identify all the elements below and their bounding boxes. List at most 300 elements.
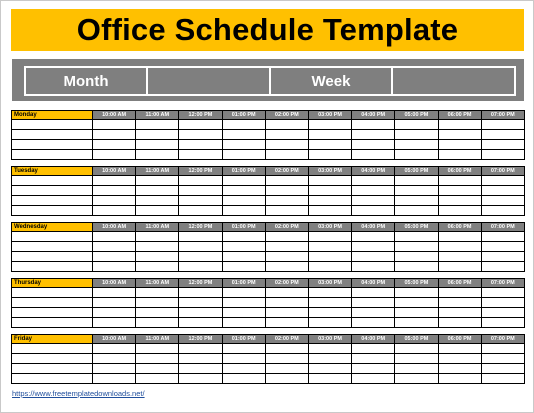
schedule-row: [12, 262, 525, 272]
schedule-cell[interactable]: [308, 308, 351, 318]
schedule-cell[interactable]: [136, 120, 179, 130]
schedule-cell[interactable]: [395, 318, 438, 328]
schedule-cell[interactable]: [265, 318, 308, 328]
schedule-cell[interactable]: [481, 186, 524, 196]
schedule-cell[interactable]: [222, 298, 265, 308]
schedule-cell[interactable]: [179, 344, 222, 354]
schedule-cell[interactable]: [308, 130, 351, 140]
schedule-cell[interactable]: [395, 206, 438, 216]
schedule-cell[interactable]: [93, 298, 136, 308]
time-slot-header: 03:00 PM: [308, 111, 351, 120]
day-label: Thursday: [12, 279, 93, 288]
schedule-cell[interactable]: [265, 308, 308, 318]
schedule-cell[interactable]: [136, 252, 179, 262]
time-slot-header: 02:00 PM: [265, 279, 308, 288]
schedule-row: [12, 308, 525, 318]
schedule-cell[interactable]: [93, 130, 136, 140]
schedule-cell[interactable]: [481, 140, 524, 150]
schedule-cell[interactable]: [395, 252, 438, 262]
schedule-cell[interactable]: [222, 140, 265, 150]
schedule-cell[interactable]: [395, 176, 438, 186]
time-slot-header: 11:00 AM: [136, 167, 179, 176]
schedule-cell[interactable]: [222, 232, 265, 242]
schedule-cell[interactable]: [438, 288, 481, 298]
task-cell[interactable]: [12, 196, 93, 206]
schedule-cell[interactable]: [179, 150, 222, 160]
schedule-cell[interactable]: [438, 262, 481, 272]
task-cell[interactable]: [12, 354, 93, 364]
schedule-cell[interactable]: [352, 262, 395, 272]
time-slot-header: 03:00 PM: [308, 223, 351, 232]
schedule-cell[interactable]: [395, 150, 438, 160]
schedule-cell[interactable]: [352, 318, 395, 328]
time-slot-header: 12:00 PM: [179, 111, 222, 120]
schedule-cell[interactable]: [395, 140, 438, 150]
time-slot-header: 01:00 PM: [222, 223, 265, 232]
schedule-cell[interactable]: [93, 288, 136, 298]
schedule-cell[interactable]: [352, 120, 395, 130]
schedule-cell[interactable]: [265, 344, 308, 354]
schedule-cell[interactable]: [93, 364, 136, 374]
schedule-cell[interactable]: [93, 374, 136, 384]
schedule-cell[interactable]: [265, 262, 308, 272]
month-label: Month: [26, 68, 148, 94]
schedule-cell[interactable]: [179, 374, 222, 384]
schedule-cell[interactable]: [308, 186, 351, 196]
schedule-cell[interactable]: [265, 206, 308, 216]
schedule-cell[interactable]: [352, 344, 395, 354]
task-cell[interactable]: [12, 140, 93, 150]
schedule-cell[interactable]: [179, 308, 222, 318]
schedule-cell[interactable]: [93, 150, 136, 160]
schedule-cell[interactable]: [395, 130, 438, 140]
schedule-cell[interactable]: [93, 354, 136, 364]
time-slot-header: 10:00 AM: [93, 223, 136, 232]
schedule-cell[interactable]: [93, 206, 136, 216]
time-slot-header: 01:00 PM: [222, 279, 265, 288]
task-cell[interactable]: [12, 206, 93, 216]
schedule-cell[interactable]: [136, 288, 179, 298]
time-slot-header: 04:00 PM: [352, 167, 395, 176]
schedule-cell[interactable]: [352, 186, 395, 196]
time-slot-header: 07:00 PM: [481, 223, 524, 232]
schedule-cell[interactable]: [265, 354, 308, 364]
schedule-cell[interactable]: [136, 206, 179, 216]
schedule-cell[interactable]: [179, 140, 222, 150]
task-cell[interactable]: [12, 242, 93, 252]
schedule-cell[interactable]: [352, 242, 395, 252]
schedule-cell[interactable]: [179, 196, 222, 206]
schedule-cell[interactable]: [222, 196, 265, 206]
time-slot-header: 05:00 PM: [395, 111, 438, 120]
schedule-cell[interactable]: [438, 176, 481, 186]
schedule-row: [12, 298, 525, 308]
time-slot-header: 02:00 PM: [265, 111, 308, 120]
schedule-cell[interactable]: [308, 364, 351, 374]
schedule-row: [12, 318, 525, 328]
schedule-cell[interactable]: [265, 196, 308, 206]
task-cell[interactable]: [12, 252, 93, 262]
schedule-cell[interactable]: [93, 262, 136, 272]
schedule-cell[interactable]: [438, 206, 481, 216]
schedule-cell[interactable]: [481, 252, 524, 262]
schedule-cell[interactable]: [438, 354, 481, 364]
time-slot-header: 11:00 AM: [136, 279, 179, 288]
day-table-monday: [11, 110, 525, 160]
schedule-cell[interactable]: [438, 374, 481, 384]
schedule-cell[interactable]: [308, 206, 351, 216]
schedule-row: [12, 206, 525, 216]
schedule-cell[interactable]: [93, 176, 136, 186]
time-slot-header: 01:00 PM: [222, 335, 265, 344]
time-slot-header: 07:00 PM: [481, 111, 524, 120]
schedule-cell[interactable]: [395, 288, 438, 298]
schedule-cell[interactable]: [438, 344, 481, 354]
schedule-cell[interactable]: [179, 206, 222, 216]
schedule-cell[interactable]: [265, 130, 308, 140]
schedule-cell[interactable]: [352, 288, 395, 298]
schedule-cell[interactable]: [438, 364, 481, 374]
schedule-cell[interactable]: [136, 176, 179, 186]
schedule-cell[interactable]: [395, 242, 438, 252]
time-slot-header: 03:00 PM: [308, 279, 351, 288]
schedule-cell[interactable]: [438, 120, 481, 130]
task-cell[interactable]: [12, 344, 93, 354]
schedule-cell[interactable]: [308, 242, 351, 252]
title-banner: [11, 9, 524, 51]
schedule-cell[interactable]: [481, 242, 524, 252]
schedule-cell[interactable]: [352, 298, 395, 308]
schedule-cell[interactable]: [438, 130, 481, 140]
week-value-cell[interactable]: [393, 68, 514, 94]
schedule-cell[interactable]: [93, 344, 136, 354]
schedule-cell[interactable]: [136, 196, 179, 206]
time-slot-header: 05:00 PM: [395, 223, 438, 232]
schedule-cell[interactable]: [222, 242, 265, 252]
schedule-row: [12, 364, 525, 374]
schedule-cell[interactable]: [179, 298, 222, 308]
schedule-cell[interactable]: [179, 288, 222, 298]
time-slot-header: 04:00 PM: [352, 223, 395, 232]
schedule-cell[interactable]: [93, 196, 136, 206]
time-slot-header: 06:00 PM: [438, 279, 481, 288]
schedule-cell[interactable]: [136, 140, 179, 150]
schedule-cell[interactable]: [265, 186, 308, 196]
schedule-cell[interactable]: [265, 176, 308, 186]
schedule-cell[interactable]: [481, 176, 524, 186]
schedule-cell[interactable]: [93, 232, 136, 242]
schedule-cell[interactable]: [136, 308, 179, 318]
schedule-cell[interactable]: [438, 298, 481, 308]
schedule-cell[interactable]: [352, 196, 395, 206]
schedule-cell[interactable]: [222, 186, 265, 196]
schedule-cell[interactable]: [395, 344, 438, 354]
schedule-cell[interactable]: [265, 232, 308, 242]
schedule-cell[interactable]: [308, 374, 351, 384]
day-table-wednesday: [11, 222, 525, 272]
schedule-row: [12, 196, 525, 206]
time-slot-header: 01:00 PM: [222, 167, 265, 176]
schedule-cell[interactable]: [222, 308, 265, 318]
schedule-cell[interactable]: [438, 186, 481, 196]
schedule-cell[interactable]: [222, 318, 265, 328]
schedule-cell[interactable]: [481, 150, 524, 160]
schedule-row: [12, 242, 525, 252]
schedule-cell[interactable]: [136, 242, 179, 252]
schedule-cell[interactable]: [308, 232, 351, 242]
time-slot-header: 12:00 PM: [179, 279, 222, 288]
schedule-cell[interactable]: [438, 150, 481, 160]
time-slot-header: 12:00 PM: [179, 223, 222, 232]
time-slot-header: 12:00 PM: [179, 335, 222, 344]
schedule-cell[interactable]: [265, 242, 308, 252]
schedule-cell[interactable]: [438, 140, 481, 150]
schedule-cell[interactable]: [395, 232, 438, 242]
schedule-cell[interactable]: [265, 288, 308, 298]
time-slot-header: 02:00 PM: [265, 167, 308, 176]
schedule-cell[interactable]: [352, 206, 395, 216]
schedule-cell[interactable]: [481, 298, 524, 308]
schedule-cell[interactable]: [308, 120, 351, 130]
day-table-tuesday: [11, 166, 525, 216]
time-slot-header: 01:00 PM: [222, 111, 265, 120]
schedule-cell[interactable]: [395, 374, 438, 384]
schedule-cell[interactable]: [222, 206, 265, 216]
month-week-bar: [12, 59, 524, 101]
schedule-cell[interactable]: [179, 364, 222, 374]
schedule-cell[interactable]: [395, 298, 438, 308]
schedule-cell[interactable]: [395, 186, 438, 196]
time-slot-header: 10:00 AM: [93, 279, 136, 288]
schedule-cell[interactable]: [136, 374, 179, 384]
schedule-cell[interactable]: [179, 262, 222, 272]
schedule-cell[interactable]: [352, 354, 395, 364]
task-cell[interactable]: [12, 130, 93, 140]
schedule-cell[interactable]: [308, 262, 351, 272]
schedule-cell[interactable]: [222, 364, 265, 374]
schedule-row: [12, 374, 525, 384]
time-slot-header: 05:00 PM: [395, 335, 438, 344]
schedule-row: [12, 354, 525, 364]
day-label: Monday: [12, 111, 93, 120]
schedule-cell[interactable]: [93, 140, 136, 150]
schedule-cell[interactable]: [93, 120, 136, 130]
schedule-cell[interactable]: [352, 364, 395, 374]
schedule-cell[interactable]: [481, 262, 524, 272]
task-cell[interactable]: [12, 262, 93, 272]
time-slot-header: 02:00 PM: [265, 223, 308, 232]
task-cell[interactable]: [12, 176, 93, 186]
schedule-cell[interactable]: [222, 344, 265, 354]
time-slot-header: 04:00 PM: [352, 335, 395, 344]
schedule-cell[interactable]: [352, 308, 395, 318]
schedule-cell[interactable]: [222, 130, 265, 140]
week-label: Week: [271, 68, 393, 94]
page-title: Office Schedule Template: [76, 12, 459, 47]
task-cell[interactable]: [12, 120, 93, 130]
schedule-cell[interactable]: [481, 354, 524, 364]
task-cell[interactable]: [12, 308, 93, 318]
schedule-cell[interactable]: [352, 374, 395, 384]
time-slot-header: 06:00 PM: [438, 167, 481, 176]
footer-link[interactable]: https://www.freetemplatedownloads.net/: [12, 389, 145, 398]
schedule-cell[interactable]: [93, 252, 136, 262]
schedule-cell[interactable]: [395, 120, 438, 130]
schedule-cell[interactable]: [308, 354, 351, 364]
day-label: Friday: [12, 335, 93, 344]
schedule-row: [12, 186, 525, 196]
schedule-cell[interactable]: [308, 140, 351, 150]
time-slot-header: 11:00 AM: [136, 335, 179, 344]
schedule-row: [12, 288, 525, 298]
time-slot-header: 11:00 AM: [136, 111, 179, 120]
schedule-cell[interactable]: [481, 206, 524, 216]
day-label: Tuesday: [12, 167, 93, 176]
schedule-cell[interactable]: [395, 262, 438, 272]
schedule-cell[interactable]: [265, 140, 308, 150]
task-cell[interactable]: [12, 288, 93, 298]
schedule-cell[interactable]: [136, 318, 179, 328]
month-value-cell[interactable]: [148, 68, 271, 94]
schedule-cell[interactable]: [222, 354, 265, 364]
schedule-row: [12, 176, 525, 186]
schedule-cell[interactable]: [438, 196, 481, 206]
schedule-cell[interactable]: [438, 232, 481, 242]
schedule-cell[interactable]: [179, 186, 222, 196]
schedule-cell[interactable]: [179, 130, 222, 140]
schedule-cell[interactable]: [481, 130, 524, 140]
schedule-cell[interactable]: [93, 318, 136, 328]
time-slot-header: 07:00 PM: [481, 335, 524, 344]
schedule-cell[interactable]: [438, 242, 481, 252]
schedule-cell[interactable]: [265, 120, 308, 130]
schedule-cell[interactable]: [179, 176, 222, 186]
schedule-cell[interactable]: [308, 298, 351, 308]
schedule-cell[interactable]: [179, 242, 222, 252]
schedule-cell[interactable]: [265, 364, 308, 374]
schedule-cell[interactable]: [136, 298, 179, 308]
day-label: Wednesday: [12, 223, 93, 232]
schedule-cell[interactable]: [438, 318, 481, 328]
schedule-row: [12, 120, 525, 130]
schedule-row: [12, 232, 525, 242]
schedule-cell[interactable]: [481, 196, 524, 206]
schedule-cell[interactable]: [93, 308, 136, 318]
schedule-cell[interactable]: [222, 120, 265, 130]
schedule-cell[interactable]: [265, 150, 308, 160]
schedule-cell[interactable]: [179, 354, 222, 364]
schedule-cell[interactable]: [438, 308, 481, 318]
schedule-cell[interactable]: [222, 262, 265, 272]
schedule-cell[interactable]: [308, 196, 351, 206]
schedule-cell[interactable]: [438, 252, 481, 262]
schedule-row: [12, 252, 525, 262]
schedule-cell[interactable]: [481, 288, 524, 298]
schedule-cell[interactable]: [481, 308, 524, 318]
time-slot-header: 02:00 PM: [265, 335, 308, 344]
task-cell[interactable]: [12, 186, 93, 196]
schedule-cell[interactable]: [265, 374, 308, 384]
schedule-cell[interactable]: [395, 308, 438, 318]
schedule-cell[interactable]: [481, 120, 524, 130]
schedule-cell[interactable]: [352, 140, 395, 150]
schedule-cell[interactable]: [352, 232, 395, 242]
schedule-cell[interactable]: [395, 196, 438, 206]
schedule-cell[interactable]: [395, 354, 438, 364]
schedule-cell[interactable]: [308, 150, 351, 160]
time-slot-header: 06:00 PM: [438, 111, 481, 120]
schedule-cell[interactable]: [136, 130, 179, 140]
schedule-cell[interactable]: [136, 262, 179, 272]
time-slot-header: 07:00 PM: [481, 167, 524, 176]
schedule-cell[interactable]: [179, 318, 222, 328]
schedule-cell[interactable]: [222, 288, 265, 298]
schedule-row: [12, 130, 525, 140]
day-table-thursday: [11, 278, 525, 328]
schedule-cell[interactable]: [136, 150, 179, 160]
task-cell[interactable]: [12, 374, 93, 384]
schedule-cell[interactable]: [222, 150, 265, 160]
schedule-cell[interactable]: [308, 252, 351, 262]
schedule-cell[interactable]: [308, 318, 351, 328]
schedule-cell[interactable]: [179, 120, 222, 130]
schedule-cell[interactable]: [136, 232, 179, 242]
day-table-friday: [11, 334, 525, 384]
schedule-cell[interactable]: [222, 374, 265, 384]
schedule-cell[interactable]: [395, 364, 438, 374]
schedule-cell[interactable]: [136, 354, 179, 364]
task-cell[interactable]: [12, 232, 93, 242]
schedule-cell[interactable]: [481, 232, 524, 242]
schedule-cell[interactable]: [308, 288, 351, 298]
schedule-cell[interactable]: [481, 344, 524, 354]
schedule-cell[interactable]: [352, 176, 395, 186]
schedule-cell[interactable]: [352, 150, 395, 160]
time-slot-header: 05:00 PM: [395, 279, 438, 288]
schedule-cell[interactable]: [308, 344, 351, 354]
schedule-cell[interactable]: [481, 364, 524, 374]
schedule-cell[interactable]: [308, 176, 351, 186]
schedule-cell[interactable]: [352, 252, 395, 262]
schedule-cell[interactable]: [179, 232, 222, 242]
time-slot-header: 06:00 PM: [438, 335, 481, 344]
schedule-cell[interactable]: [481, 374, 524, 384]
time-slot-header: 10:00 AM: [93, 111, 136, 120]
schedule-cell[interactable]: [136, 344, 179, 354]
time-slot-header: 11:00 AM: [136, 223, 179, 232]
time-slot-header: 05:00 PM: [395, 167, 438, 176]
task-cell[interactable]: [12, 318, 93, 328]
schedule-cell[interactable]: [179, 252, 222, 262]
time-slot-header: 04:00 PM: [352, 111, 395, 120]
task-cell[interactable]: [12, 298, 93, 308]
schedule-cell[interactable]: [136, 364, 179, 374]
schedule-cell[interactable]: [265, 252, 308, 262]
schedule-cell[interactable]: [93, 186, 136, 196]
time-slot-header: 03:00 PM: [308, 167, 351, 176]
schedule-cell[interactable]: [265, 298, 308, 308]
task-cell[interactable]: [12, 364, 93, 374]
schedule-cell[interactable]: [481, 318, 524, 328]
schedule-cell[interactable]: [222, 176, 265, 186]
schedule-cell[interactable]: [136, 186, 179, 196]
schedule-cell[interactable]: [93, 242, 136, 252]
month-week-grid: [24, 66, 516, 96]
schedule-cell[interactable]: [352, 130, 395, 140]
schedule-cell[interactable]: [222, 252, 265, 262]
task-cell[interactable]: [12, 150, 93, 160]
time-slot-header: 06:00 PM: [438, 223, 481, 232]
